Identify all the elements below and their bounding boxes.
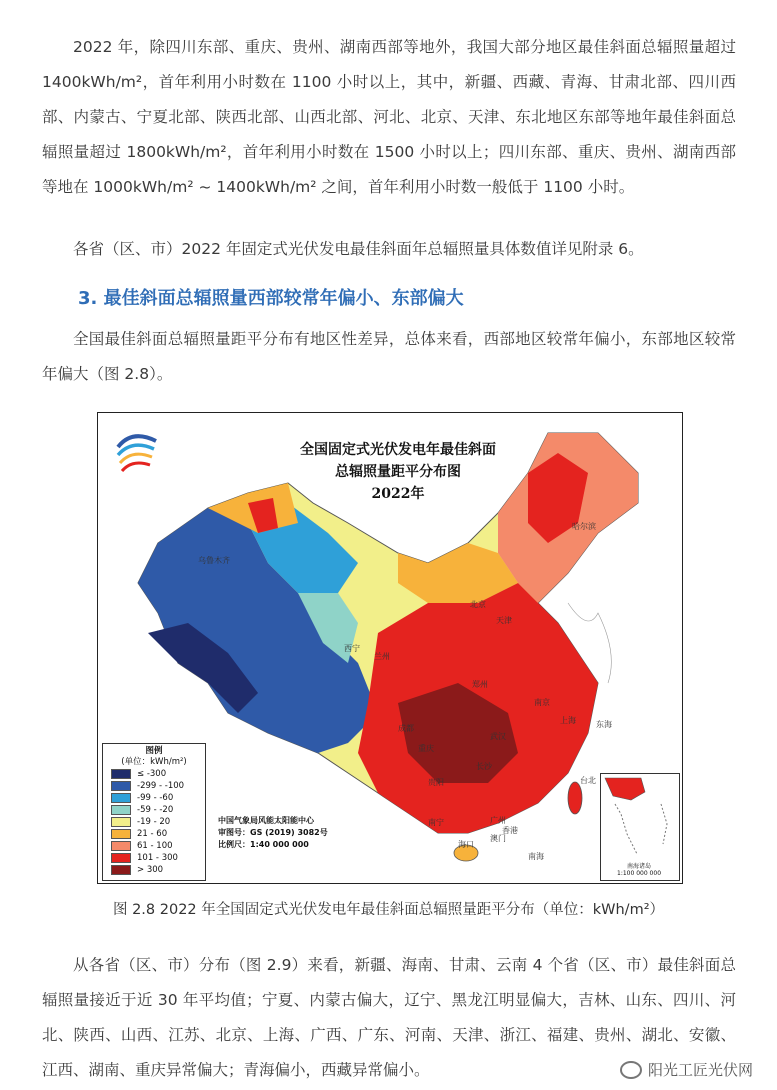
legend-entry <box>103 828 205 840</box>
label-haikou: 海口 <box>458 840 474 849</box>
label-urumqi: 乌鲁木齐 <box>198 556 230 565</box>
paragraph-summary: 2022 年，除四川东部、重庆、贵州、湖南西部等地外，我国大部分地区最佳斜面总辐照量超过 1400kWh/m²，首年利用小时数在 1100 小时以上，其中，新疆、西藏、青海、甘肃北部、四川西部、内蒙古、宁夏北部、陕西北部、山西北部、河北、北京、天津、东北地区东部等地年最佳斜面总辐照量超过 1800kWh/m²，首年利用小时数在 1500 小时以上；四川东部、重庆、贵州、湖南西部等地在 1000kWh/m² ~ 1400kWh/m² 之间，首年利用小时数一般低于 1100 小时。 <box>42 38 736 196</box>
legend-entry <box>103 804 205 816</box>
legend-entry <box>103 852 205 864</box>
legend-swatch <box>111 865 131 875</box>
label-guangzhou: 广州 <box>490 816 506 825</box>
label-macau: 澳门 <box>490 834 506 843</box>
label-nanning: 南宁 <box>428 818 444 827</box>
label-east-sea: 东海 <box>596 720 612 729</box>
legend-entry <box>103 792 205 804</box>
watermark-text: 阳光工匠光伏网 <box>647 1061 753 1079</box>
legend-label: -99 - -60 <box>137 793 174 803</box>
inset-label: 南海诸岛 1:100 000 000 <box>617 863 662 877</box>
label-guiyang: 贵阳 <box>428 778 444 787</box>
label-hong-kong: 香港 <box>502 826 518 835</box>
legend-label: -59 - -20 <box>137 805 174 815</box>
label-lanzhou: 兰州 <box>374 652 390 661</box>
legend-swatch <box>111 853 131 863</box>
legend-label: 101 - 300 <box>137 853 178 863</box>
legend-swatch <box>111 829 131 839</box>
label-beijing: 北京 <box>470 600 486 609</box>
legend-entry <box>103 840 205 852</box>
legend-swatch <box>111 781 131 791</box>
legend-label: > 300 <box>137 865 164 875</box>
map-credit: 中国气象局风能太阳能中心 审图号：GS (2019) 3082号 比例尺：1:40 000 000 <box>218 816 328 849</box>
legend-label: 21 - 60 <box>137 829 168 839</box>
legend-entry <box>103 780 205 792</box>
paragraph-appendix-note: 各省（区、市）2022 年固定式光伏发电最佳斜面年总辐照量具体数值详见附录 6。 <box>73 240 644 258</box>
label-taipei: 台北 <box>580 776 596 785</box>
label-chongqing: 重庆 <box>418 744 434 753</box>
legend-swatch <box>111 793 131 803</box>
label-xining: 西宁 <box>344 644 360 653</box>
legend-entry <box>103 864 205 876</box>
legend-swatch <box>111 817 131 827</box>
paragraph-province-distribution: 从各省（区、市）分布（图 2.9）来看，新疆、海南、甘肃、云南 4 个省（区、市）最佳斜面总辐照量接近于近 30 年平均值；宁夏、内蒙古偏大，辽宁、黑龙江明显偏大，吉林、山东、四川、河北、陕西、山西、江苏、北京、上海、广西、广东、河南、天津、浙江、福建、贵州、湖北、安徽、江西、湖南、重庆异常偏大；青海偏小，西藏异常偏小。 <box>42 956 736 1079</box>
map-title: 全国固定式光伏发电年最佳斜面 总辐照量距平分布图 2022年 <box>300 442 496 502</box>
map-legend <box>102 743 206 881</box>
legend-label: -19 - 20 <box>137 817 171 827</box>
label-chengdu: 成都 <box>398 724 414 733</box>
legend-title: 图例 <box>145 746 163 756</box>
label-zhengzhou: 郑州 <box>472 680 488 689</box>
label-harbin: 哈尔滨 <box>572 522 596 531</box>
legend-swatch <box>111 805 131 815</box>
legend-unit: (单位：kWh/m²) <box>121 757 187 767</box>
south-china-sea-inset <box>600 773 680 881</box>
label-wuhan: 武汉 <box>490 732 506 741</box>
watermark <box>620 1059 753 1080</box>
legend-swatch <box>111 841 131 851</box>
label-south-sea: 南海 <box>528 852 544 861</box>
legend-entry <box>103 816 205 828</box>
radiation-anomaly-map <box>97 412 683 884</box>
label-shanghai: 上海 <box>560 716 576 725</box>
legend-label: -299 - -100 <box>137 781 185 791</box>
label-changsha: 长沙 <box>476 762 492 771</box>
paragraph-anomaly-intro: 全国最佳斜面总辐照量距平分布有地区性差异，总体来看，西部地区较常年偏小，东部地区较常年偏大（图 2.8）。 <box>42 330 736 383</box>
label-nanjing: 南京 <box>534 698 550 707</box>
legend-swatch <box>111 769 131 779</box>
legend-label: ≤ -300 <box>137 769 167 779</box>
wechat-icon <box>620 1061 642 1079</box>
legend-label: 61 - 100 <box>137 841 173 851</box>
legend-entry <box>103 768 205 780</box>
section-heading: 3. 最佳斜面总辐照量西部较常年偏小、东部偏大 <box>78 288 464 309</box>
figure-caption: 图 2.8 2022 年全国固定式光伏发电年最佳斜面总辐照量距平分布（单位：kWh/m²） <box>112 902 665 918</box>
label-tianjin: 天津 <box>496 616 512 625</box>
